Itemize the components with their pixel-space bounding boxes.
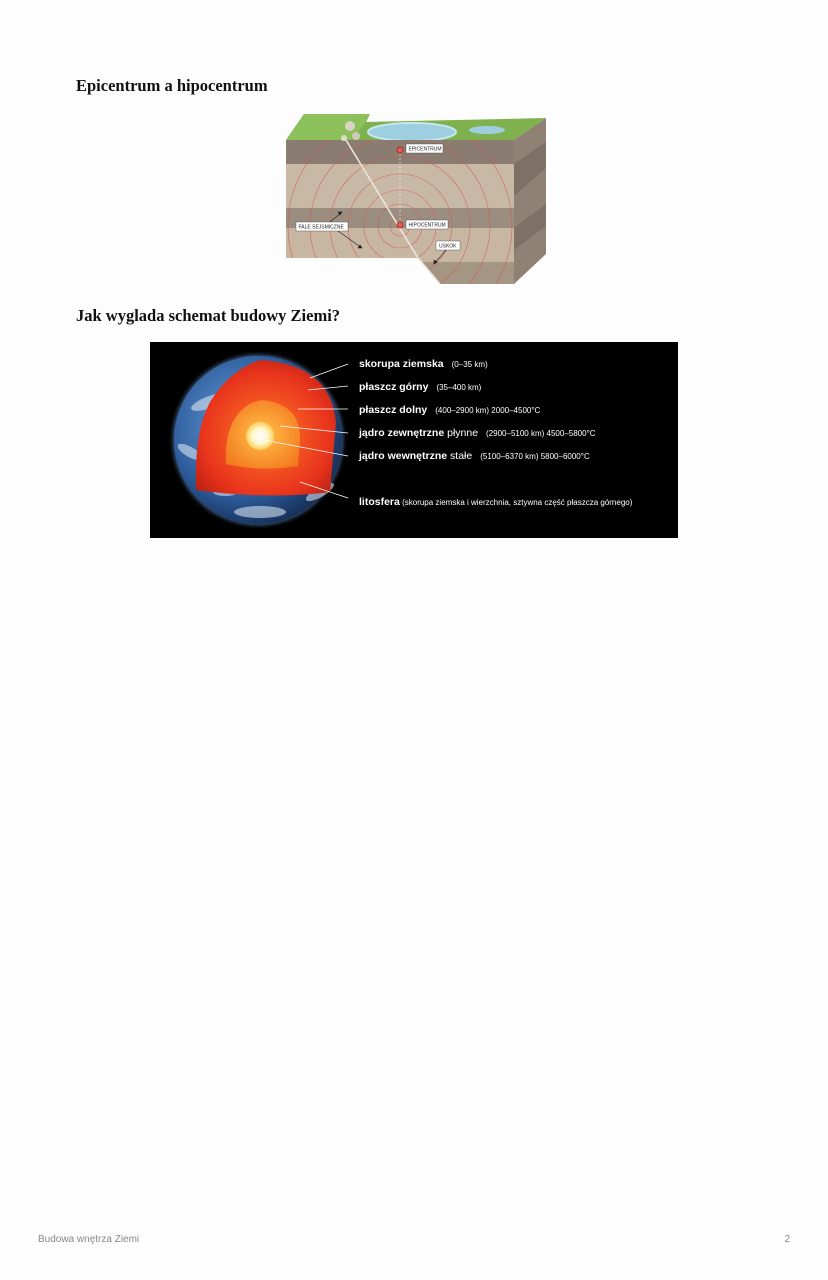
layer-label-lithosphere: litosfera (skorupa ziemska i wierzchnia, sztywna część płaszcza górnego) [359, 496, 633, 508]
earth-structure-diagram [150, 342, 678, 538]
hypocenter-marker [397, 222, 403, 228]
epicenter-label: EPICENTRUM [408, 146, 442, 153]
earth-cross-section-illustration [150, 342, 678, 538]
section-title-earth-structure: Jak wyglada schemat budowy Ziemi? [76, 306, 341, 325]
earthquake-block-illustration [282, 108, 548, 290]
seismic-waves-label: FALE SEJSMICZNE [298, 224, 344, 231]
layer-label-crust: skorupa ziemska (0–35 km) [359, 358, 488, 370]
layer-label-lower-mantle: płaszcz dolny (400–2900 km) 2000–4500°C [359, 404, 541, 416]
epicenter-marker [397, 147, 403, 153]
layer-label-inner-core: jądro wewnętrzne stałe (5100–6370 km) 5800–6000°C [359, 450, 590, 462]
earthquake-diagram [282, 108, 548, 290]
section-title-epicenter: Epicentrum a hipocentrum [76, 76, 268, 95]
layer-label-outer-core: jądro zewnętrzne płynne (2900–5100 km) 4500–5800°C [359, 427, 596, 439]
inner-core-layer [246, 422, 274, 450]
footer-page-number: 2 [784, 1234, 790, 1245]
hypocenter-label: HIPOCENTRUM [408, 222, 446, 229]
footer-document-title: Budowa wnętrza Ziemi [38, 1234, 140, 1245]
fault-label: USKOK [439, 243, 457, 250]
layer-label-upper-mantle: płaszcz górny (35–400 km) [359, 381, 482, 393]
